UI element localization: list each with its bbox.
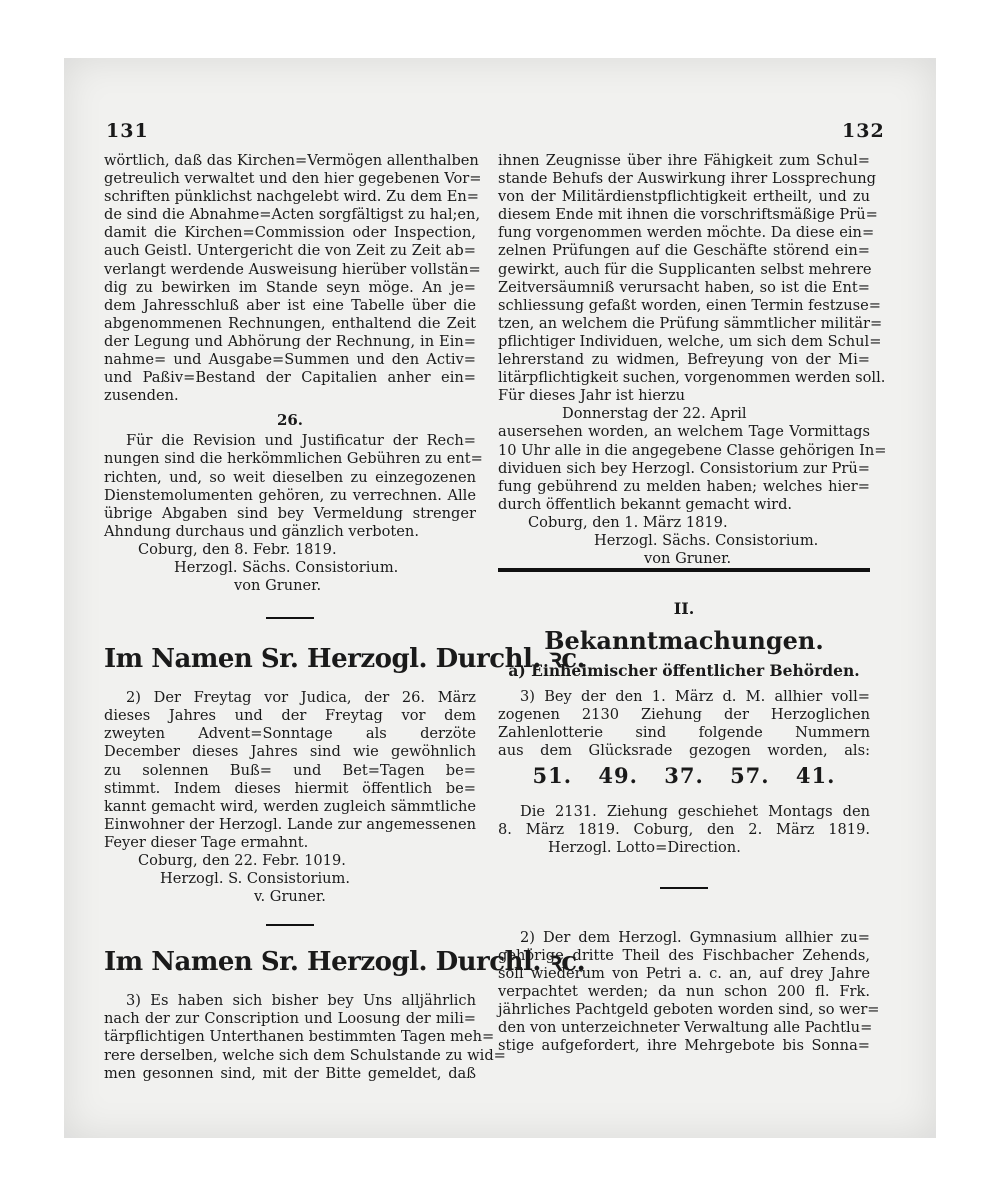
text-line: stande Behufs der Auswirkung ihrer Lossprechung xyxy=(498,170,876,188)
text-line: dividuen sich bey Herzogl. Consistorium zur Prü= xyxy=(498,459,870,477)
text-line: Die 2131. Ziehung geschiehet Montags den xyxy=(520,802,870,820)
text-line: Feyer dieser Tage ermahnt. xyxy=(104,833,309,851)
text-line: 3) Bey der den 1. März d. M. allhier voll= xyxy=(520,688,870,706)
text-line: nach der zur Conscription und Loosung der mili= xyxy=(104,1010,476,1028)
text-line: getreulich verwaltet und den hier gegebenen Vor= xyxy=(104,170,482,188)
text-line: Zahlenlotterie sind folgende Nummern xyxy=(498,724,870,742)
text-line: schliessung gefaßt worden, einen Termin festzuse= xyxy=(498,296,881,314)
paragraph xyxy=(104,432,483,541)
text-line: gewirkt, auch für die Supplicanten selbst mehrere xyxy=(498,260,872,278)
paragraph xyxy=(104,152,482,405)
authority: Herzogl. Sächs. Consistorium. xyxy=(174,558,399,576)
paragraph xyxy=(498,688,870,760)
text-line: ihnen Zeugnisse über ihre Fähigkeit zum Schul= xyxy=(498,152,870,169)
text-line: zweyten Advent=Sonntage als derzöte xyxy=(104,725,476,743)
section-divider xyxy=(498,568,870,572)
text-line: und Paßiv=Bestand der Capitalien anher ein= xyxy=(104,369,476,387)
text-line: Für dieses Jahr ist hierzu xyxy=(498,387,686,405)
separator xyxy=(660,887,708,889)
text-line: 10 Uhr alle in die angegebene Classe gehörigen In= xyxy=(498,441,887,459)
text-line: litärpflichtigkeit suchen, vorgenommen werden soll. xyxy=(498,369,886,387)
heading: Bekanntmachungen. xyxy=(544,626,824,655)
text-line: durch öffentlich bekannt gemacht wird. xyxy=(498,495,793,513)
text-line: aus dem Glücksrade gezogen worden, als: xyxy=(498,742,870,760)
text-line: de sind die Abnahme=Acten sorgfältigst zu hal;en, xyxy=(104,206,481,224)
text-line: Für die Revision und Justificatur der Rech= xyxy=(126,432,476,450)
text-line: wörtlich, daß das Kirchen=Vermögen allenthalben xyxy=(104,152,479,169)
signature-block xyxy=(104,852,476,906)
text-line: fung gebührend zu melden haben; welches hier= xyxy=(498,477,870,495)
authority: Herzogl. S. Consistorium. xyxy=(160,870,351,888)
text-line: December dieses Jahres sind wie gewöhnlich xyxy=(104,743,476,761)
right-column xyxy=(498,152,887,568)
signatory: v. Gruner. xyxy=(254,888,326,906)
paragraph xyxy=(498,423,887,513)
text-line: 2) Der Freytag vor Judica, der 26. März xyxy=(126,689,476,707)
text-line: diesem Ende mit ihnen die vorschriftsmäßige Prü= xyxy=(498,206,878,224)
text-line: richten, und, so weit dieselben zu einzegozenen xyxy=(104,468,476,486)
text-line: zogenen 2130 Ziehung der Herzoglichen xyxy=(498,706,870,724)
separator xyxy=(266,924,314,926)
signatory: von Gruner. xyxy=(644,550,732,568)
text-line: tärpflichtigen Unterthanen bestimmten Tagen meh= xyxy=(104,1028,495,1046)
text-line: dem Jahresschluß aber ist eine Tabelle über die xyxy=(104,296,476,314)
text-line: 2) Der dem Herzogl. Gymnasium allhier zu= xyxy=(520,928,870,946)
signature-block xyxy=(104,541,476,595)
text-line: 8. März 1819. Coburg, den 2. März 1819. xyxy=(498,820,870,838)
heading: Im Namen Sr. Herzogl. Durchl. ꝛc. xyxy=(104,947,586,978)
text-line: ausersehen worden, an welchem Tage Vormittags xyxy=(498,423,870,441)
place-date: Coburg, den 1. März 1819. xyxy=(528,513,728,531)
text-line: lehrerstand zu widmen, Befreyung von der Mi= xyxy=(498,351,870,369)
text-line: stimmt. Indem dieses hiermit öffentlich be= xyxy=(104,779,476,797)
text-line: soll wiederum von Petri a. c. an, auf drey Jahre xyxy=(498,965,870,983)
text-line: pflichtiger Individuen, welche, um sich dem Schul= xyxy=(498,332,882,350)
page-number-right: 132 xyxy=(842,120,885,142)
separator xyxy=(266,617,314,619)
signatory: von Gruner. xyxy=(234,577,322,595)
text-line: zusenden. xyxy=(104,387,179,405)
text-line: stige aufgefordert, ihre Mehrgebote bis Sonna= xyxy=(498,1037,870,1055)
text-line: übrige Abgaben sind bey Vermeldung strenger xyxy=(104,504,476,522)
paragraph xyxy=(498,928,880,1056)
text-line: nahme= und Ausgabe=Summen und den Activ= xyxy=(104,351,476,369)
lottery-numbers: 51. 49. 37. 57. 41. xyxy=(532,762,836,788)
signature-block xyxy=(498,514,870,568)
paragraph xyxy=(498,152,886,405)
heading: Im Namen Sr. Herzogl. Durchl. ꝛc. xyxy=(104,644,586,675)
authority: Herzogl. Lotto=Direction. xyxy=(548,838,741,856)
text-line: damit die Kirchen=Commission oder Inspection, xyxy=(104,224,476,242)
text-line: nungen sind die herkömmlichen Gebühren zu ent= xyxy=(104,450,483,468)
text-line: dieses Jahres und der Freytag vor dem xyxy=(104,707,476,725)
text-line: Ahndung durchaus und gänzlich verboten. xyxy=(104,522,419,540)
text-line: Zeitversäumniß verursacht haben, so ist die Ent= xyxy=(498,278,870,296)
text-line: zu solennen Buß= und Bet=Tagen be= xyxy=(104,761,476,779)
text-line: dig zu bewirken im Stande seyn möge. An je= xyxy=(104,278,476,296)
paragraph xyxy=(104,689,476,852)
right-column-lower xyxy=(498,594,880,1056)
text-line: verpachtet werden; da nun schon 200 fl. Frk. xyxy=(498,983,870,1001)
text-line: von der Militärdienstpflichtigkeit ertheilt, und zu xyxy=(498,188,870,206)
paragraph xyxy=(104,992,506,1082)
text-line: abgenommenen Rechnungen, enthaltend die Zeit xyxy=(104,314,476,332)
page-number-left: 131 xyxy=(106,120,149,142)
subheading: a) Einheimischer öffentlicher Behörden. xyxy=(508,661,860,681)
text-line: Einwohner der Herzogl. Lande zur angemessenen xyxy=(104,815,476,833)
text-line: den von unterzeichneter Verwaltung alle Pachtlu= xyxy=(498,1019,873,1037)
text-line: auch Geistl. Untergericht die von Zeit zu Zeit ab= xyxy=(104,242,476,260)
text-line: tzen, an welchem die Prüfung sämmtlicher militär= xyxy=(498,314,883,332)
section-number: 26. xyxy=(276,411,304,430)
text-line: der Legung und Abhörung der Rechnung, in Ein= xyxy=(104,332,476,350)
text-line: jährliches Pachtgeld geboten worden sind, so wer= xyxy=(498,1001,880,1019)
text-line: verlangt werdende Ausweisung hierüber vollstän= xyxy=(104,260,481,278)
text-line: kannt gemacht wird, werden zugleich sämmtliche xyxy=(104,797,476,815)
text-line: fung vorgenommen werden möchte. Da diese ein= xyxy=(498,224,875,242)
text-line: gehörige dritte Theil des Fischbacher Zehends, xyxy=(498,946,870,964)
text-line: zelnen Prüfungen auf die Geschäfte störend ein= xyxy=(498,242,870,260)
text-line: men gesonnen sind, mit der Bitte gemeldet, daß xyxy=(104,1064,476,1082)
text-line: Dienstemolumenten gehören, zu verrechnen. Alle xyxy=(104,486,476,504)
authority: Herzogl. Sächs. Consistorium. xyxy=(594,531,819,549)
text-line: rere derselben, welche sich dem Schulstande zu wid= xyxy=(104,1046,506,1064)
date-line: Donnerstag der 22. April xyxy=(562,405,747,423)
text-line: 3) Es haben sich bisher bey Uns alljährlich xyxy=(126,992,476,1010)
paragraph xyxy=(498,803,870,839)
place-date: Coburg, den 8. Febr. 1819. xyxy=(138,540,337,558)
text-line: schriften pünklichst nachgelebt wird. Zu dem En= xyxy=(104,188,479,206)
roman-numeral: II. xyxy=(673,599,695,618)
place-date: Coburg, den 22. Febr. 1019. xyxy=(138,852,346,869)
left-column xyxy=(104,152,586,1083)
